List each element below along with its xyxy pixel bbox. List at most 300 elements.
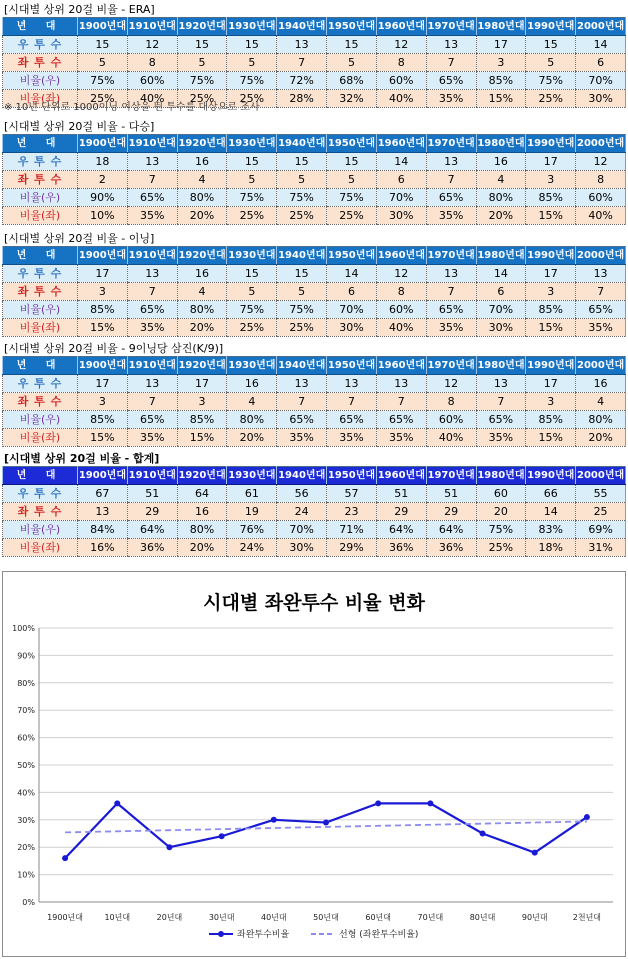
table-cell: 29 (127, 503, 177, 521)
table-cell: 65% (476, 411, 526, 429)
table-cell: 35% (127, 429, 177, 447)
column-header: 1920년대 (177, 467, 227, 485)
y-tick-label: 100% (12, 624, 35, 633)
table-cell: 15 (227, 265, 277, 283)
y-tick-label: 50% (17, 761, 35, 770)
row-label: 좌 투 수 (3, 393, 78, 411)
table-cell: 8 (576, 171, 626, 189)
table-cell: 75% (476, 521, 526, 539)
column-header: 1980년대 (476, 357, 526, 375)
x-tick-label: 2천년대 (572, 913, 602, 922)
table-cell: 80% (227, 411, 277, 429)
table-cell: 35% (426, 319, 476, 337)
table-cell: 6 (476, 283, 526, 301)
table-cell: 3 (476, 54, 526, 72)
table-cell: 13 (127, 375, 177, 393)
table-cell: 25% (526, 90, 576, 108)
right-ratio-row (3, 411, 626, 429)
table-cell: 65% (127, 301, 177, 319)
table-cell: 25% (227, 207, 277, 225)
table-cell: 25 (576, 503, 626, 521)
table-cell: 8 (426, 393, 476, 411)
table-cell: 4 (177, 283, 227, 301)
table-cell: 85% (526, 411, 576, 429)
table-cell: 65% (277, 411, 327, 429)
left-pitchers-row (3, 54, 626, 72)
column-header: 1970년대 (426, 247, 476, 265)
table-cell: 7 (376, 393, 426, 411)
table-cell: 25% (227, 90, 277, 108)
legend-marker (218, 931, 224, 937)
table-cell: 75% (227, 72, 277, 90)
table-cell: 25% (227, 319, 277, 337)
table-cell: 70% (277, 521, 327, 539)
table-title: [시대별 상위 20걸 비율 - ERA] (4, 3, 155, 16)
chart-panel (2, 571, 626, 957)
table-cell: 5 (78, 54, 128, 72)
table-cell: 13 (426, 36, 476, 54)
row-label: 좌 투 수 (3, 503, 78, 521)
left-ratio-row (3, 429, 626, 447)
x-tick-label: 10년대 (104, 913, 131, 922)
table-cell: 13 (277, 36, 327, 54)
column-header: 1960년대 (376, 18, 426, 36)
table-cell: 65% (426, 301, 476, 319)
table-cell: 25% (277, 207, 327, 225)
column-header: 1950년대 (327, 135, 377, 153)
right-pitchers-row (3, 265, 626, 283)
data-point (219, 833, 225, 839)
line-chart (3, 572, 625, 956)
column-header: 1910년대 (127, 467, 177, 485)
table-cell: 12 (127, 36, 177, 54)
row-label: 우 투 수 (3, 485, 78, 503)
y-tick-label: 70% (17, 706, 35, 716)
table-cell: 75% (526, 72, 576, 90)
column-header: 1940년대 (277, 467, 327, 485)
y-tick-label: 0% (22, 898, 35, 907)
table-cell: 16% (78, 539, 128, 557)
table-cell: 65% (426, 72, 476, 90)
column-header: 1990년대 (526, 18, 576, 36)
table-header-row (3, 357, 626, 375)
table-cell: 16 (227, 375, 277, 393)
table-cell: 16 (576, 375, 626, 393)
row-label: 비율(우) (3, 301, 78, 319)
x-tick-label: 80년대 (469, 913, 496, 922)
table-cell: 6 (327, 283, 377, 301)
table-cell: 55 (576, 485, 626, 503)
table-cell: 60% (376, 72, 426, 90)
table-cell: 17 (476, 36, 526, 54)
table-cell: 40% (376, 90, 426, 108)
table-cell: 35% (426, 207, 476, 225)
table-cell: 35% (127, 207, 177, 225)
table-cell: 13 (576, 265, 626, 283)
column-header: 1970년대 (426, 357, 476, 375)
y-tick-label: 10% (17, 870, 35, 880)
x-tick-label: 90년대 (521, 913, 548, 922)
row-label: 비율(우) (3, 189, 78, 207)
column-header: 1990년대 (526, 467, 576, 485)
column-header: 1930년대 (227, 135, 277, 153)
table-title: [시대별 상위 20걸 비율 - 9이닝당 삼진(K/9)] (4, 342, 224, 355)
column-header: 1980년대 (476, 135, 526, 153)
table-cell: 4 (476, 171, 526, 189)
table-cell: 3 (526, 393, 576, 411)
table-cell: 36% (376, 539, 426, 557)
table-cell: 70% (476, 301, 526, 319)
table-cell: 25% (327, 207, 377, 225)
table-cell: 68% (327, 72, 377, 90)
table-cell: 75% (227, 301, 277, 319)
table-cell: 66 (526, 485, 576, 503)
column-header: 1910년대 (127, 18, 177, 36)
stats-table (2, 356, 626, 447)
table-cell: 80% (177, 521, 227, 539)
table-cell: 17 (526, 375, 576, 393)
table-cell: 24 (277, 503, 327, 521)
table-cell: 20% (177, 207, 227, 225)
table-cell: 7 (426, 54, 476, 72)
column-header: 1980년대 (476, 18, 526, 36)
table-cell: 8 (376, 54, 426, 72)
table-cell: 65% (127, 189, 177, 207)
table-cell: 80% (476, 189, 526, 207)
table-cell: 35% (576, 319, 626, 337)
table-cell: 25% (476, 539, 526, 557)
table-cell: 75% (327, 189, 377, 207)
table-header-row (3, 467, 626, 485)
header-label: 년 대 (3, 135, 78, 153)
column-header: 1970년대 (426, 18, 476, 36)
table-cell: 75% (78, 72, 128, 90)
column-header: 2000년대 (576, 467, 626, 485)
table-cell: 2 (78, 171, 128, 189)
column-header: 1900년대 (78, 467, 128, 485)
x-tick-label: 30년대 (208, 913, 235, 922)
table-cell: 8 (376, 283, 426, 301)
column-header: 1930년대 (227, 467, 277, 485)
left-ratio-row (3, 319, 626, 337)
table-cell: 14 (327, 265, 377, 283)
column-header: 1930년대 (227, 247, 277, 265)
table-cell: 15 (327, 153, 377, 171)
table-cell: 64% (426, 521, 476, 539)
right-ratio-row (3, 72, 626, 90)
left-pitchers-row (3, 503, 626, 521)
data-point (323, 820, 329, 826)
header-label: 년 대 (3, 467, 78, 485)
data-point (62, 855, 68, 861)
column-header: 1960년대 (376, 247, 426, 265)
table-note: ※ 10년 단위로 1000이닝 이상을 뛴 투수를 대상으로 조사 (4, 102, 260, 113)
column-header: 1940년대 (277, 135, 327, 153)
table-cell: 70% (376, 189, 426, 207)
table-cell: 4 (227, 393, 277, 411)
table-cell: 3 (78, 393, 128, 411)
data-point (114, 800, 120, 806)
table-cell: 5 (177, 54, 227, 72)
column-header: 1940년대 (277, 247, 327, 265)
table-cell: 85% (526, 301, 576, 319)
table-cell: 5 (526, 54, 576, 72)
table-cell: 25% (177, 90, 227, 108)
table-cell: 20% (177, 319, 227, 337)
table-cell: 3 (177, 393, 227, 411)
table-cell: 61 (227, 485, 277, 503)
table-cell: 15 (526, 36, 576, 54)
table-cell: 83% (526, 521, 576, 539)
left-pitchers-row (3, 283, 626, 301)
column-header: 2000년대 (576, 135, 626, 153)
row-label: 비율(우) (3, 72, 78, 90)
table-cell: 14 (476, 265, 526, 283)
row-label: 좌 투 수 (3, 283, 78, 301)
table-cell: 16 (177, 153, 227, 171)
table-cell: 57 (327, 485, 377, 503)
table-cell: 24% (227, 539, 277, 557)
stats-table (2, 134, 626, 225)
table-cell: 13 (376, 375, 426, 393)
table-cell: 12 (376, 36, 426, 54)
table-cell: 13 (327, 375, 377, 393)
chart-title: 시대별 좌완투수 비율 변화 (203, 592, 425, 614)
table-cell: 75% (277, 189, 327, 207)
column-header: 1900년대 (78, 357, 128, 375)
table-cell: 15% (177, 429, 227, 447)
table-cell: 60% (376, 301, 426, 319)
header-label: 년 대 (3, 247, 78, 265)
table-cell: 31% (576, 539, 626, 557)
table-header-row (3, 18, 626, 36)
table-cell: 5 (227, 54, 277, 72)
table-cell: 7 (127, 393, 177, 411)
table-cell: 40% (376, 319, 426, 337)
table-cell: 56 (277, 485, 327, 503)
table-cell: 85% (476, 72, 526, 90)
table-cell: 67 (78, 485, 128, 503)
stats-table (2, 17, 626, 108)
right-pitchers-row (3, 153, 626, 171)
table-cell: 65% (376, 411, 426, 429)
y-tick-label: 30% (17, 815, 35, 825)
column-header: 1910년대 (127, 247, 177, 265)
table-cell: 17 (177, 375, 227, 393)
table-cell: 75% (277, 301, 327, 319)
left-pitchers-row (3, 171, 626, 189)
column-header: 1930년대 (227, 18, 277, 36)
table-cell: 20% (177, 539, 227, 557)
table-cell: 7 (327, 393, 377, 411)
row-label: 비율(좌) (3, 539, 78, 557)
data-point (427, 800, 433, 806)
table-cell: 40% (576, 207, 626, 225)
row-label: 비율(우) (3, 411, 78, 429)
table-cell: 30% (476, 319, 526, 337)
x-tick-label: 50년대 (313, 913, 339, 922)
table-cell: 90% (78, 189, 128, 207)
data-point (271, 817, 277, 823)
table-cell: 36% (426, 539, 476, 557)
table-cell: 18 (78, 153, 128, 171)
stats-table (2, 246, 626, 337)
table-cell: 20% (576, 429, 626, 447)
x-tick-label: 60년대 (365, 913, 392, 922)
series-line (65, 803, 587, 858)
column-header: 1970년대 (426, 467, 476, 485)
table-cell: 13 (426, 153, 476, 171)
table-cell: 35% (426, 90, 476, 108)
table-cell: 15 (227, 36, 277, 54)
stats-table (2, 466, 626, 557)
table-cell: 17 (78, 265, 128, 283)
y-tick-label: 60% (17, 733, 35, 743)
table-cell: 80% (576, 411, 626, 429)
table-cell: 18% (526, 539, 576, 557)
table-cell: 5 (277, 171, 327, 189)
table-cell: 35% (376, 429, 426, 447)
table-cell: 65% (576, 301, 626, 319)
table-cell: 40% (426, 429, 476, 447)
table-cell: 4 (576, 393, 626, 411)
legend-label: 좌완투수비율 (237, 930, 290, 940)
table-cell: 64% (127, 521, 177, 539)
table-cell: 35% (277, 429, 327, 447)
table-cell: 15 (277, 265, 327, 283)
row-label: 비율(좌) (3, 90, 78, 108)
table-cell: 51 (426, 485, 476, 503)
table-cell: 30% (576, 90, 626, 108)
table-cell: 69% (576, 521, 626, 539)
table-cell: 20 (476, 503, 526, 521)
table-cell: 20% (476, 207, 526, 225)
table-cell: 7 (277, 54, 327, 72)
table-cell: 5 (277, 283, 327, 301)
table-cell: 75% (227, 189, 277, 207)
table-cell: 15 (78, 36, 128, 54)
table-cell: 14 (576, 36, 626, 54)
table-cell: 5 (327, 171, 377, 189)
table-cell: 76% (227, 521, 277, 539)
column-header: 1920년대 (177, 18, 227, 36)
column-header: 1950년대 (327, 18, 377, 36)
table-cell: 35% (327, 429, 377, 447)
row-label: 우 투 수 (3, 375, 78, 393)
table-cell: 36% (127, 539, 177, 557)
column-header: 1980년대 (476, 467, 526, 485)
column-header: 2000년대 (576, 18, 626, 36)
column-header: 1910년대 (127, 135, 177, 153)
table-cell: 12 (376, 265, 426, 283)
table-cell: 7 (127, 283, 177, 301)
x-tick-label: 40년대 (260, 913, 287, 922)
column-header: 2000년대 (576, 247, 626, 265)
row-label: 비율(좌) (3, 207, 78, 225)
column-header: 1920년대 (177, 135, 227, 153)
table-cell: 60% (426, 411, 476, 429)
table-cell: 5 (327, 54, 377, 72)
table-cell: 85% (78, 301, 128, 319)
row-label: 비율(좌) (3, 429, 78, 447)
table-cell: 72% (277, 72, 327, 90)
column-header: 1900년대 (78, 135, 128, 153)
column-header: 1990년대 (526, 247, 576, 265)
right-ratio-row (3, 301, 626, 319)
table-cell: 30% (376, 207, 426, 225)
table-cell: 30% (327, 319, 377, 337)
table-cell: 29 (376, 503, 426, 521)
x-tick-label: 20년대 (156, 913, 183, 922)
table-cell: 7 (476, 393, 526, 411)
column-header: 1920년대 (177, 357, 227, 375)
table-cell: 15 (227, 153, 277, 171)
table-cell: 80% (177, 189, 227, 207)
table-cell: 14 (376, 153, 426, 171)
table-header-row (3, 247, 626, 265)
table-cell: 13 (78, 503, 128, 521)
data-point (532, 850, 538, 856)
data-point (584, 814, 590, 820)
column-header: 1970년대 (426, 135, 476, 153)
column-header: 1940년대 (277, 18, 327, 36)
table-cell: 75% (177, 72, 227, 90)
column-header: 1990년대 (526, 357, 576, 375)
table-cell: 70% (327, 301, 377, 319)
table-cell: 5 (227, 171, 277, 189)
data-point (375, 800, 381, 806)
table-cell: 6 (376, 171, 426, 189)
column-header: 2000년대 (576, 357, 626, 375)
table-cell: 13 (127, 265, 177, 283)
right-pitchers-row (3, 36, 626, 54)
column-header: 1960년대 (376, 467, 426, 485)
table-cell: 65% (127, 411, 177, 429)
table-cell: 3 (526, 171, 576, 189)
column-header: 1990년대 (526, 135, 576, 153)
row-label: 우 투 수 (3, 265, 78, 283)
column-header: 1950년대 (327, 247, 377, 265)
table-cell: 20% (227, 429, 277, 447)
table-cell: 13 (127, 153, 177, 171)
table-cell: 85% (78, 411, 128, 429)
table-cell: 15% (78, 429, 128, 447)
table-cell: 6 (576, 54, 626, 72)
column-header: 1950년대 (327, 357, 377, 375)
table-cell: 4 (177, 171, 227, 189)
table-cell: 32% (327, 90, 377, 108)
right-ratio-row (3, 189, 626, 207)
table-cell: 65% (327, 411, 377, 429)
table-cell: 12 (576, 153, 626, 171)
table-cell: 12 (426, 375, 476, 393)
table-cell: 15% (526, 429, 576, 447)
column-header: 1920년대 (177, 247, 227, 265)
column-header: 1940년대 (277, 357, 327, 375)
table-cell: 15 (327, 36, 377, 54)
table-cell: 16 (177, 503, 227, 521)
left-ratio-row (3, 539, 626, 557)
table-cell: 8 (127, 54, 177, 72)
table-cell: 85% (526, 189, 576, 207)
table-cell: 7 (127, 171, 177, 189)
table-cell: 51 (127, 485, 177, 503)
table-cell: 13 (426, 265, 476, 283)
table-cell: 7 (576, 283, 626, 301)
table-cell: 19 (227, 503, 277, 521)
table-cell: 40% (127, 90, 177, 108)
table-title: [시대별 상위 20걸 비율 - 합계] (4, 452, 160, 465)
